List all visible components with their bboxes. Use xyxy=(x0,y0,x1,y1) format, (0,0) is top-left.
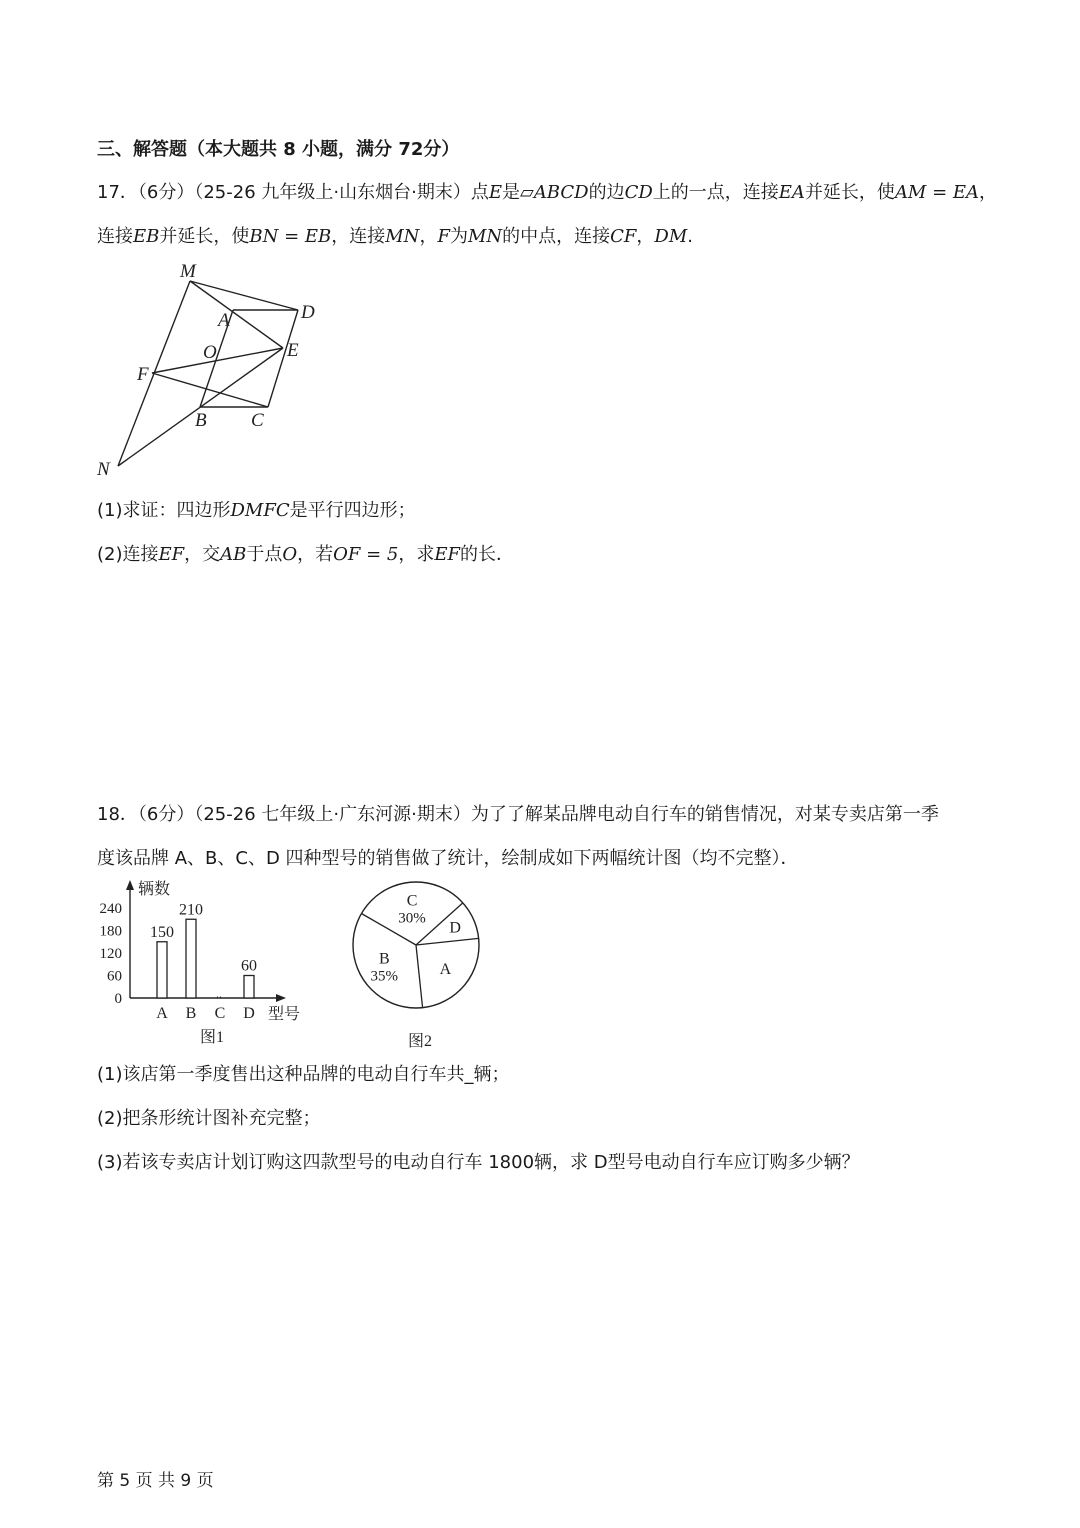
math-EB: EB xyxy=(133,226,160,247)
q17-text: ，连接 xyxy=(331,226,386,247)
segment-EM xyxy=(190,281,283,348)
q17-text: 为 xyxy=(449,226,468,247)
bar-A xyxy=(157,942,167,998)
label-E: E xyxy=(287,340,299,361)
math-CF: CF xyxy=(610,226,637,247)
pie-label-B: B xyxy=(378,950,390,968)
label-M: M xyxy=(180,261,196,282)
x-axis-label: 型号 xyxy=(268,1006,301,1023)
x-tick-label: C xyxy=(214,1005,226,1022)
y-tick-label: 180 xyxy=(99,923,122,940)
q17-text: 是▱ xyxy=(501,182,534,203)
chart-caption-1: 图1 xyxy=(200,1029,225,1046)
math-BN-EB: BN = EB xyxy=(249,226,332,247)
q17-text: ， xyxy=(979,182,998,203)
data-label-A: 150 xyxy=(150,923,174,941)
q18-line1: 18．（6分）（25-26 七年级上·广东河源·期末）为了了解某品牌电动自行车的销售情况，对某专卖店第一季 xyxy=(97,804,939,825)
q17-text: . xyxy=(687,226,693,247)
q17-text: ，求 xyxy=(398,544,435,565)
q17-line1 xyxy=(97,180,997,206)
page-footer: 第 5 页 共 9 页 xyxy=(97,1471,214,1491)
q17-text: (2)连接 xyxy=(97,544,159,565)
bar-B xyxy=(186,919,196,998)
label-D: D xyxy=(301,302,315,323)
q17-text: ，交 xyxy=(184,544,221,565)
segment-MD xyxy=(190,281,298,310)
q17-text: (1)求证：四边形 xyxy=(97,500,231,521)
label-C: C xyxy=(251,410,264,431)
q17-text: ， xyxy=(636,226,655,247)
math-MN: MN xyxy=(385,226,420,247)
math-AB: AB xyxy=(220,544,247,565)
label-F: F xyxy=(137,364,149,385)
math-AM-EA: AM = EA xyxy=(894,182,980,203)
q17-sub2 xyxy=(97,542,514,568)
math-ABCD: ABCD xyxy=(533,182,589,203)
label-N: N xyxy=(97,459,110,480)
y-tick-label: 0 xyxy=(114,991,122,1007)
segment-FE xyxy=(152,348,283,373)
math-E: E xyxy=(488,182,502,203)
math-EF: EF xyxy=(434,544,461,565)
y-axis-label: 辆数 xyxy=(138,881,171,898)
y-tick-label: 60 xyxy=(107,968,122,985)
q17-sub1 xyxy=(97,498,416,524)
x-tick-label: B xyxy=(185,1005,197,1022)
data-label-B: 210 xyxy=(179,901,203,919)
q17-text: 是平行四边形； xyxy=(289,500,416,521)
pie-chart xyxy=(340,870,500,1060)
q17-text: 17．（6分）（25-26 九年级上·山东烟台·期末）点 xyxy=(97,182,489,203)
data-label-D: 60 xyxy=(241,957,257,975)
geometry-figure xyxy=(90,255,350,485)
math-EF: EF xyxy=(158,544,185,565)
label-A: A xyxy=(218,310,230,331)
q17-text: 于点 xyxy=(246,544,283,565)
x-axis-arrow xyxy=(276,994,286,1002)
math-DMFC: DMFC xyxy=(230,500,290,521)
math-OF-5: OF = 5 xyxy=(333,544,399,565)
q17-text: 连接 xyxy=(97,226,133,247)
q18-sub2: (2)把条形统计图补充完整； xyxy=(97,1108,321,1129)
q18-sub3: (3)若该专卖店计划订购这四款型号的电动自行车 1800辆，求 D型号电动自行车应订购多少辆？ xyxy=(97,1152,860,1173)
q17-text: 的边 xyxy=(588,182,625,203)
q18-line2: 度该品牌 A、B、C、D 四种型号的销售做了统计，绘制成如下两幅统计图（均不完整）． xyxy=(97,848,799,869)
q17-text: 并延长，使 xyxy=(804,182,895,203)
q17-text: ， xyxy=(419,226,438,247)
math-CD: CD xyxy=(624,182,653,203)
q17-text: 的长． xyxy=(460,544,515,565)
chart-caption-2: 图2 xyxy=(408,1033,433,1050)
bar-chart xyxy=(90,878,330,1058)
q18-sub1: (1)该店第一季度售出这种品牌的电动自行车共_辆； xyxy=(97,1064,510,1085)
q17-line2 xyxy=(97,224,693,250)
pie-label-D: D xyxy=(449,919,461,937)
pie-label-A: A xyxy=(439,960,452,978)
bar-D xyxy=(244,976,254,999)
q17-text: 的中点，连接 xyxy=(502,226,611,247)
y-axis-arrow xyxy=(126,880,134,890)
y-tick-label: 120 xyxy=(99,946,122,962)
pie-percent-C: 30% xyxy=(398,910,426,927)
q17-text: 并延长，使 xyxy=(159,226,250,247)
q17-text: ，若 xyxy=(297,544,334,565)
math-EA: EA xyxy=(778,182,805,203)
label-B: B xyxy=(195,410,207,431)
pie-percent-B: 35% xyxy=(370,968,399,985)
x-tick-label: D xyxy=(243,1005,255,1022)
pie-label-C: C xyxy=(406,892,418,910)
math-F: F xyxy=(437,226,450,247)
q17-text: 上的一点，连接 xyxy=(652,182,779,203)
x-tick-label: A xyxy=(156,1005,168,1022)
section-heading: 三、解答题（本大题共 8 小题，满分 72分） xyxy=(97,139,460,160)
math-MN: MN xyxy=(467,226,503,247)
math-O: O xyxy=(282,544,298,565)
math-DM: DM xyxy=(654,226,688,247)
label-O: O xyxy=(203,342,217,363)
y-tick-label: 240 xyxy=(99,901,122,917)
